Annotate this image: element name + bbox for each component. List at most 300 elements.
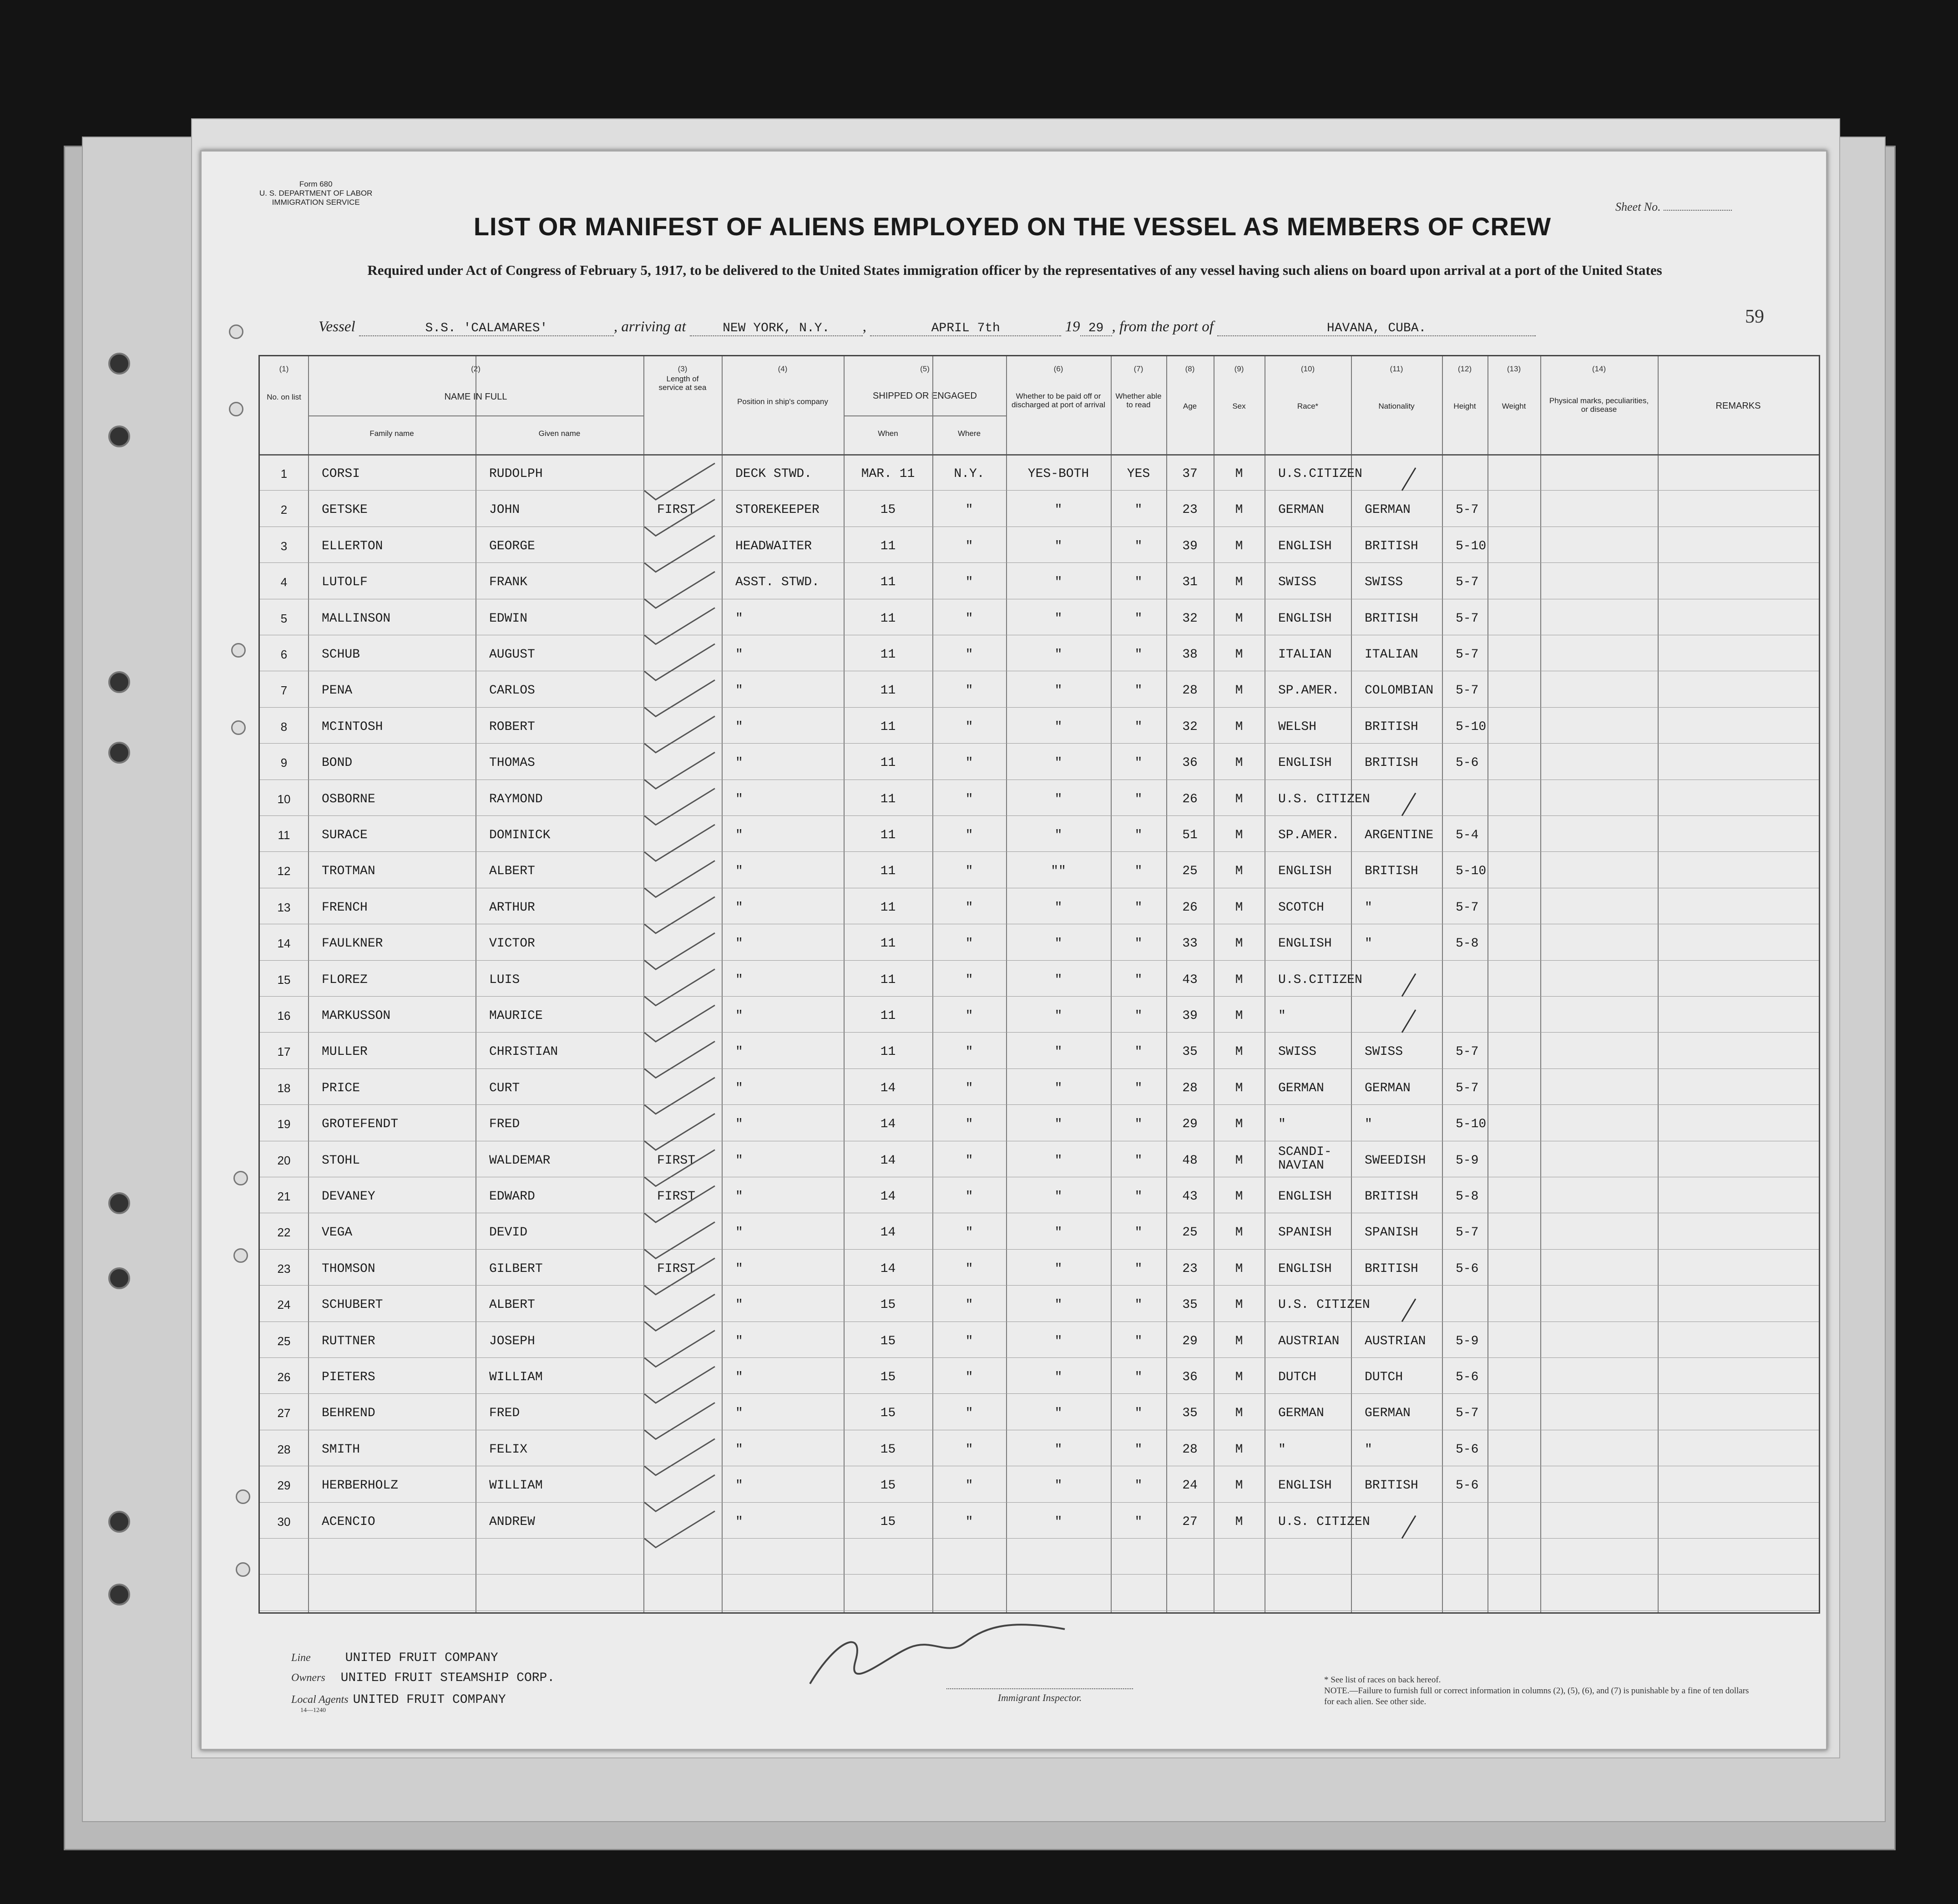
cell-race: GERMAN: [1278, 503, 1324, 517]
cell-nationality: DUTCH: [1365, 1370, 1403, 1384]
cell-position: ": [735, 1334, 743, 1348]
cell-given: WILLIAM: [489, 1479, 543, 1493]
cell-position: STOREKEEPER: [735, 503, 820, 517]
cell-position: ": [735, 648, 743, 662]
cell-where: ": [965, 1514, 973, 1529]
cell-height: 5-7: [1456, 1045, 1479, 1059]
header-race: Race*: [1297, 402, 1319, 410]
cell-given: JOSEPH: [489, 1334, 535, 1348]
cell-no: 21: [277, 1190, 291, 1203]
cell-sex: M: [1235, 719, 1243, 734]
cell-height: 5-10: [1456, 539, 1487, 553]
cell-read: ": [1134, 864, 1143, 879]
cell-read: ": [1134, 1190, 1143, 1204]
cell-family: PENA: [322, 684, 353, 698]
cell-age: 36: [1182, 1370, 1198, 1384]
cell-age: 23: [1182, 503, 1198, 517]
cell-where: ": [965, 1081, 973, 1095]
cell-race: ENGLISH: [1278, 611, 1332, 626]
cell-read: ": [1134, 719, 1143, 734]
col-num-5: (5): [920, 365, 930, 373]
cell-age: 28: [1182, 684, 1198, 698]
cell-given: CARLOS: [489, 684, 535, 698]
cell-race: SCOTCH: [1278, 900, 1324, 915]
cell-given: ROBERT: [489, 719, 535, 734]
cell-position: ": [735, 792, 743, 806]
cell-height: 5-7: [1456, 900, 1479, 915]
cell-position: ": [735, 828, 743, 842]
cell-sex: M: [1235, 1117, 1243, 1132]
cell-position: ": [735, 1442, 743, 1457]
cell-height: 5-8: [1456, 1190, 1479, 1204]
cell-height: 5-4: [1456, 828, 1479, 842]
cell-when: 14: [880, 1190, 896, 1204]
cell-paid: YES-BOTH: [1027, 467, 1089, 481]
header-no: No. on list: [267, 393, 301, 401]
cell-race: U.S.CITIZEN: [1278, 467, 1362, 481]
col-num-9: (9): [1234, 365, 1244, 373]
from-label: , from the port of: [1112, 319, 1214, 335]
form-number: Form 680: [299, 180, 333, 188]
cell-age: 39: [1182, 1009, 1198, 1023]
form-code: 14—1240: [300, 1707, 326, 1714]
cell-read: ": [1134, 900, 1143, 915]
cell-sex: M: [1235, 611, 1243, 626]
cell-given: ALBERT: [489, 1298, 535, 1312]
cell-no: 23: [277, 1261, 291, 1276]
cell-where: ": [965, 1009, 973, 1023]
col-num-2: (2): [471, 365, 481, 373]
cell-when: 15: [880, 503, 896, 517]
cell-where: ": [965, 648, 973, 662]
cell-height: 5-7: [1456, 684, 1479, 698]
cell-nationality: ARGENTINE: [1365, 828, 1434, 842]
cell-race: SP.AMER.: [1278, 684, 1340, 698]
cell-paid: ": [1054, 1045, 1062, 1059]
cell-position: ": [735, 972, 743, 987]
cell-position: ": [735, 1298, 743, 1312]
cell-given: EDWARD: [489, 1190, 535, 1204]
cell-position: ": [735, 684, 743, 698]
cell-age: 28: [1182, 1442, 1198, 1457]
cell-sex: M: [1235, 1190, 1243, 1204]
cell-when: 11: [880, 972, 896, 987]
cell-race: ITALIAN: [1278, 648, 1332, 662]
header-remarks: REMARKS: [1715, 401, 1761, 411]
cell-sex: M: [1235, 1298, 1243, 1312]
cell-when: 11: [880, 828, 896, 842]
cell-no: 3: [280, 539, 288, 553]
cell-where: ": [965, 1190, 973, 1204]
cell-sex: M: [1235, 972, 1243, 987]
cell-race: WELSH: [1278, 719, 1317, 734]
header-shipped: SHIPPED OR ENGAGED: [873, 391, 977, 401]
cell-family: ACENCIO: [322, 1514, 375, 1529]
cell-given: RAYMOND: [489, 792, 543, 806]
cell-read: ": [1134, 1261, 1143, 1276]
cell-position: ": [735, 1479, 743, 1493]
cell-sex: M: [1235, 503, 1243, 517]
cell-when: 11: [880, 900, 896, 915]
header-when: When: [878, 429, 898, 438]
cell-paid: ": [1054, 648, 1062, 662]
cell-nationality: ITALIAN: [1365, 648, 1418, 662]
cell-family: BOND: [322, 756, 353, 770]
cell-sex: M: [1235, 1334, 1243, 1348]
cell-no: 9: [280, 756, 288, 770]
cell-read: ": [1134, 1045, 1143, 1059]
cell-no: 4: [280, 575, 288, 589]
col-num-7: (7): [1133, 365, 1143, 373]
page-title: LIST OR MANIFEST OF ALIENS EMPLOYED ON THE VESSEL AS MEMBERS OF CREW: [473, 212, 1552, 241]
cell-read: ": [1134, 1117, 1143, 1132]
cell-when: 14: [880, 1081, 896, 1095]
cell-position: ": [735, 1153, 743, 1168]
cell-sex: M: [1235, 1514, 1243, 1529]
cell-where: ": [965, 503, 973, 517]
cell-given: ANDREW: [489, 1514, 535, 1529]
cell-read: ": [1134, 756, 1143, 770]
cell-nationality: SPANISH: [1365, 1225, 1418, 1240]
arrival-year: 29: [1080, 321, 1112, 336]
vessel-label: Vessel: [319, 319, 355, 335]
page-subtitle: Required under Act of Congress of February 5, 1917, to be delivered to the United States immigration officer by the representatives of any vessel having such aliens on board upon arrival at a port of the United States: [367, 262, 1662, 278]
cell-no: 25: [277, 1334, 291, 1348]
cell-no: 28: [277, 1442, 291, 1456]
cell-paid: ": [1054, 503, 1062, 517]
header-name: NAME IN FULL: [444, 392, 507, 402]
cell-paid: ": [1054, 937, 1062, 951]
cell-position: HEADWAITER: [735, 539, 812, 553]
cell-when: 11: [880, 864, 896, 879]
cell-position: ": [735, 719, 743, 734]
cell-no: 1: [280, 467, 288, 481]
cell-given: VICTOR: [489, 937, 535, 951]
cell-given: FRED: [489, 1406, 520, 1421]
cell-no: 11: [278, 828, 290, 842]
cell-position: ": [735, 1190, 743, 1204]
cell-paid: ": [1054, 1190, 1062, 1204]
cell-paid: ": [1054, 1334, 1062, 1348]
col-num-14: (14): [1592, 365, 1606, 373]
cell-where: ": [965, 1261, 973, 1276]
cell-height: 5-7: [1456, 648, 1479, 662]
cell-nationality: ": [1365, 937, 1372, 951]
cell-where: ": [965, 1442, 973, 1457]
cell-family: MCINTOSH: [322, 719, 383, 734]
cell-family: TROTMAN: [322, 864, 375, 879]
col-num-8: (8): [1185, 365, 1195, 373]
cell-age: 26: [1182, 900, 1198, 915]
cell-race: SCANDI- NAVIAN: [1278, 1144, 1332, 1173]
cell-height: 5-9: [1456, 1334, 1479, 1348]
cell-age: 28: [1182, 1081, 1198, 1095]
header-able-to-read: Whether able to read: [1115, 392, 1162, 409]
cell-age: 25: [1182, 1225, 1198, 1240]
cell-race: U.S. CITIZEN: [1278, 1298, 1370, 1312]
cell-read: ": [1134, 972, 1143, 987]
cell-read: ": [1134, 1225, 1143, 1240]
cell-nationality: BRITISH: [1365, 1479, 1418, 1493]
col-num-11: (11): [1390, 365, 1403, 373]
cell-position: ": [735, 1009, 743, 1023]
cell-nationality: GERMAN: [1365, 1081, 1411, 1095]
cell-where: ": [965, 575, 973, 590]
cell-family: RUTTNER: [322, 1334, 375, 1348]
cell-read: ": [1134, 792, 1143, 806]
cell-age: 24: [1182, 1479, 1198, 1493]
cell-age: 35: [1182, 1406, 1198, 1421]
cell-height: 5-8: [1456, 937, 1479, 951]
cell-where: ": [965, 1117, 973, 1132]
cell-nationality: BRITISH: [1365, 756, 1418, 770]
cell-nationality: BRITISH: [1365, 611, 1418, 626]
cell-no: 18: [277, 1081, 291, 1095]
cell-paid: ": [1054, 900, 1062, 915]
cell-height: 5-10: [1456, 1117, 1487, 1132]
owners-label: Owners: [291, 1672, 325, 1684]
cell-when: 15: [880, 1334, 896, 1348]
cell-family: MALLINSON: [322, 611, 391, 626]
cell-no: 30: [277, 1514, 291, 1529]
cell-given: LUIS: [489, 972, 520, 987]
cell-race: U.S. CITIZEN: [1278, 1514, 1370, 1529]
cell-no: 24: [277, 1298, 291, 1312]
cell-when: 11: [880, 648, 896, 662]
cell-nationality: ": [1365, 1442, 1372, 1457]
header-where: Where: [957, 429, 981, 438]
cell-sex: M: [1235, 1225, 1243, 1240]
cell-age: 36: [1182, 756, 1198, 770]
cell-when: 15: [880, 1370, 896, 1384]
cell-position: ": [735, 1081, 743, 1095]
cell-where: ": [965, 684, 973, 698]
cell-where: ": [965, 1334, 973, 1348]
header-paid-off: Whether to be paid off or discharged at port of arrival: [1012, 392, 1105, 409]
cell-height: 5-7: [1456, 1081, 1479, 1095]
cell-when: 11: [880, 937, 896, 951]
cell-given: FELIX: [489, 1442, 528, 1457]
cell-age: 39: [1182, 539, 1198, 553]
cell-age: 33: [1182, 937, 1198, 951]
cell-sex: M: [1235, 937, 1243, 951]
header-family: Family name: [369, 429, 414, 438]
cell-family: PIETERS: [322, 1370, 375, 1384]
cell-race: ": [1278, 1442, 1286, 1457]
cell-read: ": [1134, 937, 1143, 951]
cell-race: GERMAN: [1278, 1081, 1324, 1095]
cell-paid: ": [1054, 1298, 1062, 1312]
cell-where: ": [965, 864, 973, 879]
cell-age: 35: [1182, 1298, 1198, 1312]
header-weight: Weight: [1502, 402, 1526, 410]
cell-age: 25: [1182, 864, 1198, 879]
cell-given: ARTHUR: [489, 900, 535, 915]
cell-read: ": [1134, 648, 1143, 662]
cell-position: ": [735, 864, 743, 879]
cell-height: 5-6: [1456, 1370, 1479, 1384]
cell-no: 6: [280, 648, 288, 661]
cell-nationality: BRITISH: [1365, 864, 1418, 879]
cell-read: ": [1134, 1514, 1143, 1529]
cell-read: ": [1134, 1370, 1143, 1384]
cell-position: ": [735, 1406, 743, 1421]
cell-no: 14: [277, 937, 291, 951]
cell-age: 29: [1182, 1334, 1198, 1348]
col-num-3: (3): [678, 365, 688, 373]
cell-given: CURT: [489, 1081, 520, 1095]
cell-family: GROTEFENDT: [322, 1117, 399, 1132]
cell-sex: M: [1235, 756, 1243, 770]
cell-given: AUGUST: [489, 648, 535, 662]
cell-race: DUTCH: [1278, 1370, 1317, 1384]
cell-paid: ": [1054, 719, 1062, 734]
penalty-note: NOTE.—Failure to furnish full or correct information in columns (2), (5), (6), and (7) is punishable by a fine of ten dollars for each alien. See other side.: [1324, 1686, 1749, 1707]
cell-when: 11: [880, 719, 896, 734]
cell-length: FIRST: [657, 503, 696, 517]
cell-where: ": [965, 972, 973, 987]
cell-age: 23: [1182, 1261, 1198, 1276]
cell-position: ": [735, 756, 743, 770]
cell-height: 5-6: [1456, 1479, 1479, 1493]
cell-no: 16: [277, 1009, 291, 1023]
cell-paid: ": [1054, 539, 1062, 553]
cell-height: 5-6: [1456, 1261, 1479, 1276]
cell-given: JOHN: [489, 503, 520, 517]
cell-when: 11: [880, 611, 896, 626]
cell-sex: M: [1235, 1045, 1243, 1059]
cell-read: ": [1134, 1442, 1143, 1457]
cell-age: 35: [1182, 1045, 1198, 1059]
cell-family: FLOREZ: [322, 972, 368, 987]
cell-nationality: BRITISH: [1365, 1190, 1418, 1204]
cell-position: ": [735, 1225, 743, 1240]
cell-age: 29: [1182, 1117, 1198, 1132]
cell-age: 38: [1182, 648, 1198, 662]
cell-when: 11: [880, 684, 896, 698]
line-value: UNITED FRUIT COMPANY: [345, 1651, 498, 1665]
cell-when: 14: [880, 1225, 896, 1240]
cell-sex: M: [1235, 1479, 1243, 1493]
cell-read: ": [1134, 1406, 1143, 1421]
cell-where: ": [965, 900, 973, 915]
cell-nationality: GERMAN: [1365, 1406, 1411, 1421]
cell-given: DEVID: [489, 1225, 528, 1240]
header-sex: Sex: [1232, 402, 1246, 410]
cell-no: 15: [277, 972, 291, 987]
cell-where: ": [965, 611, 973, 626]
sheet-number-label: Sheet No.: [1615, 200, 1661, 213]
cell-read: ": [1134, 503, 1143, 517]
cell-age: 27: [1182, 1514, 1198, 1529]
cell-sex: M: [1235, 684, 1243, 698]
cell-sex: M: [1235, 1009, 1243, 1023]
cell-read: ": [1134, 575, 1143, 590]
cell-nationality: BRITISH: [1365, 539, 1418, 553]
cell-paid: ": [1054, 1514, 1062, 1529]
race-note: * See list of races on back hereof.: [1324, 1675, 1441, 1685]
cell-family: MULLER: [322, 1045, 368, 1059]
cell-when: 11: [880, 1009, 896, 1023]
cell-family: FAULKNER: [322, 937, 383, 951]
header-height: Height: [1453, 402, 1476, 410]
cell-no: 29: [277, 1479, 291, 1493]
cell-when: 11: [880, 756, 896, 770]
cell-nationality: BRITISH: [1365, 719, 1418, 734]
service-name: IMMIGRATION SERVICE: [272, 198, 360, 207]
cell-sex: M: [1235, 575, 1243, 590]
cell-position: ASST. STWD.: [735, 575, 820, 590]
cell-family: GETSKE: [322, 503, 368, 517]
cell-where: ": [965, 792, 973, 806]
cell-family: HERBERHOLZ: [322, 1479, 399, 1493]
cell-height: 5-9: [1456, 1153, 1479, 1168]
cell-age: 26: [1182, 792, 1198, 806]
cell-paid: ": [1054, 792, 1062, 806]
cell-given: WILLIAM: [489, 1370, 543, 1384]
cell-height: 5-7: [1456, 1406, 1479, 1421]
cell-no: 17: [277, 1045, 291, 1059]
cell-no: 10: [277, 792, 291, 806]
cell-read: ": [1134, 539, 1143, 553]
cell-paid: ": [1054, 684, 1062, 698]
cell-no: 13: [277, 900, 291, 914]
cell-family: VEGA: [322, 1225, 353, 1240]
cell-race: ": [1278, 1117, 1286, 1132]
cell-race: SWISS: [1278, 575, 1317, 590]
header-nationality: Nationality: [1378, 402, 1415, 410]
cell-given: WALDEMAR: [489, 1153, 551, 1168]
cell-no: 5: [280, 611, 288, 625]
cell-age: 43: [1182, 972, 1198, 987]
cell-position: ": [735, 937, 743, 951]
header-given: Given name: [538, 429, 581, 438]
cell-race: ENGLISH: [1278, 937, 1332, 951]
cell-where: ": [965, 828, 973, 842]
arriving-label: , arriving at: [613, 319, 686, 335]
cell-read: ": [1134, 1153, 1143, 1168]
cell-given: THOMAS: [489, 756, 535, 770]
cell-no: 2: [280, 503, 288, 517]
cell-sex: M: [1235, 864, 1243, 879]
cell-read: ": [1134, 828, 1143, 842]
cell-when: 14: [880, 1261, 896, 1276]
cell-when: 11: [880, 1045, 896, 1059]
agents-value: UNITED FRUIT COMPANY: [353, 1693, 506, 1707]
cell-race: U.S.CITIZEN: [1278, 972, 1362, 987]
department-name: U. S. DEPARTMENT OF LABOR: [259, 189, 373, 197]
cell-paid: ": [1054, 1081, 1062, 1095]
cell-height: 5-6: [1456, 1442, 1479, 1457]
cell-paid: ": [1054, 1406, 1062, 1421]
cell-where: ": [965, 1153, 973, 1168]
cell-no: 26: [277, 1370, 291, 1384]
col-num-10: (10): [1300, 365, 1315, 373]
cell-when: 15: [880, 1406, 896, 1421]
vessel-info-row: Vessel S.S. 'CALAMARES' , arriving at NEW YORK, N.Y. , APRIL 7th 19 29 , from the port of HAVANA, CUBA.: [319, 319, 1775, 341]
cell-family: STOHL: [322, 1153, 360, 1168]
cell-race: ENGLISH: [1278, 756, 1332, 770]
cell-read: ": [1134, 1334, 1143, 1348]
col-num-12: (12): [1457, 365, 1472, 373]
cell-race: ENGLISH: [1278, 864, 1332, 879]
agents-label: Local Agents: [291, 1694, 349, 1706]
cell-nationality: ": [1365, 900, 1372, 915]
cell-where: ": [965, 1298, 973, 1312]
cell-where: ": [965, 719, 973, 734]
cell-height: 5-10: [1456, 864, 1487, 879]
cell-family: MARKUSSON: [322, 1009, 391, 1023]
